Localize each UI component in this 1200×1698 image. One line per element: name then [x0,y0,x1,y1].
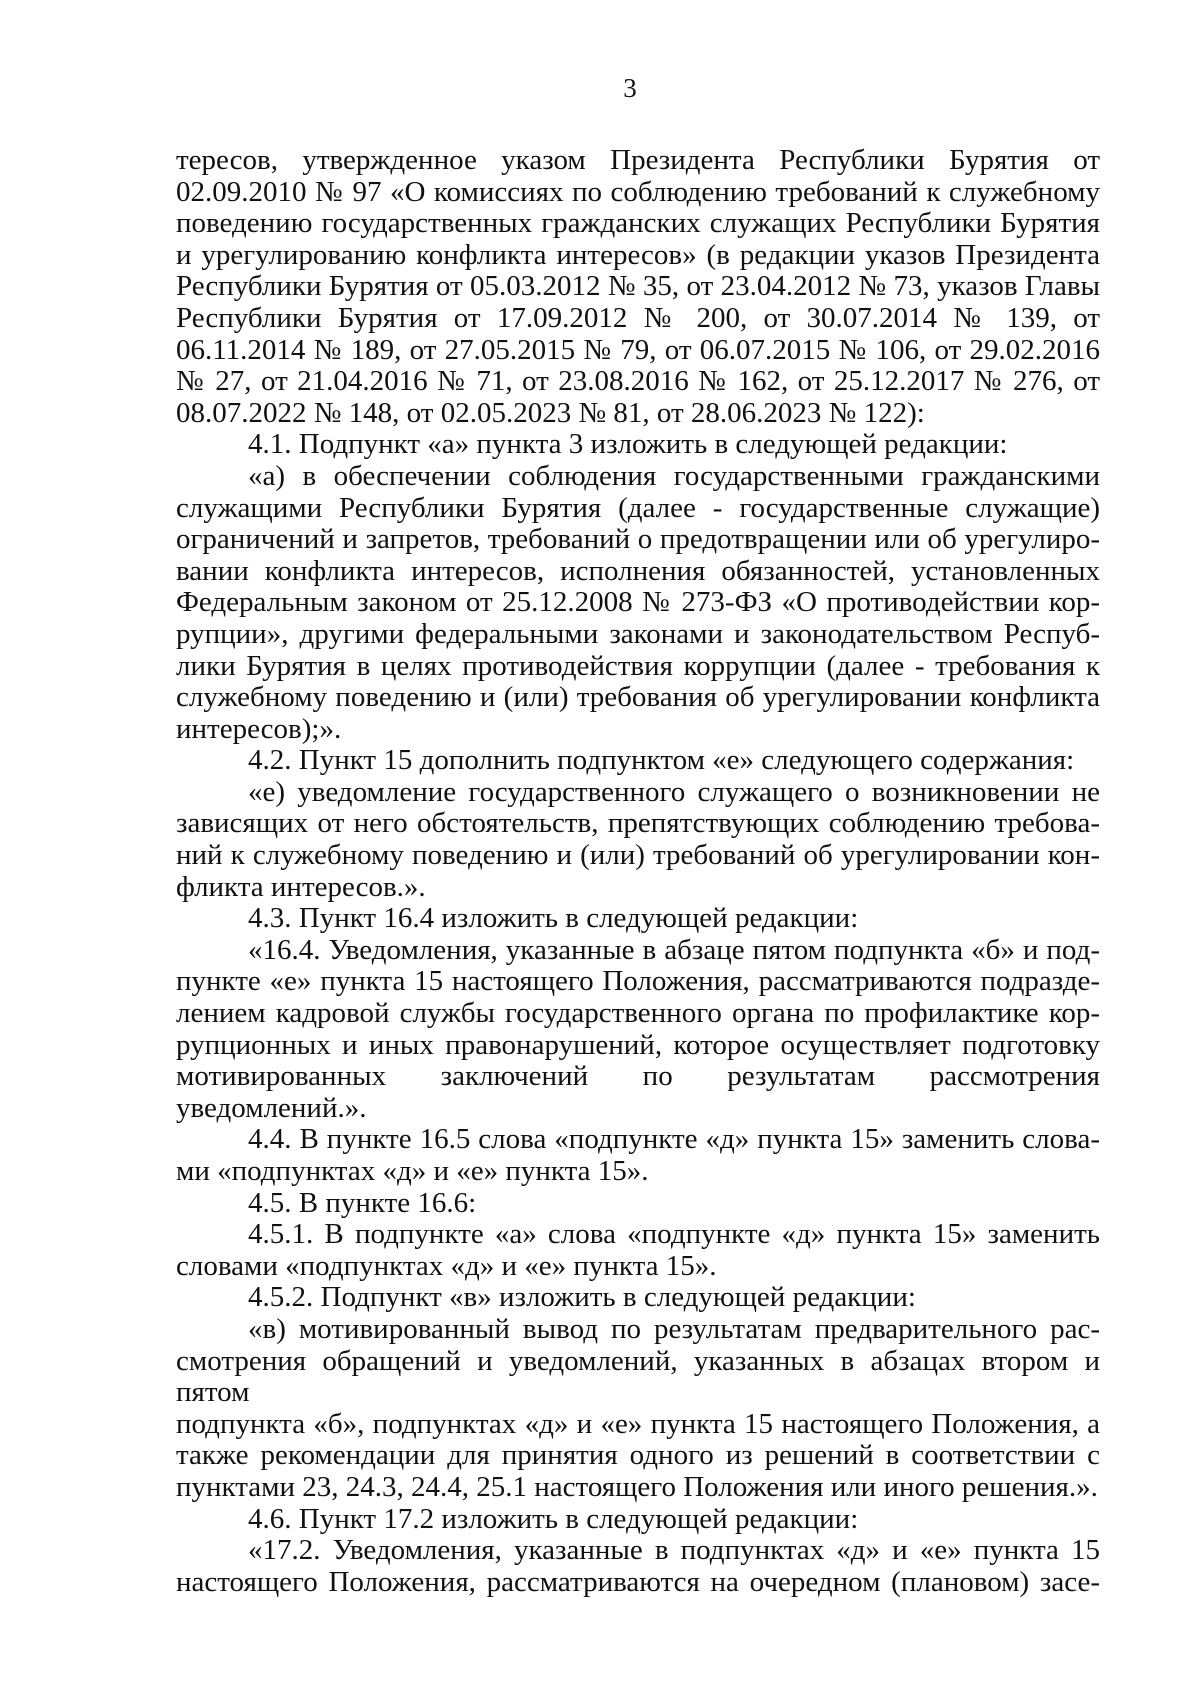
text-line: смотрения обращений и уведомлений, указанных в абзацах втором и пятом [176,1344,1100,1409]
text-line: пунктами 23, 24.3, 24.4, 25.1 настоящего Положения или иного решения.». [176,1470,1098,1503]
text-line: рупции», другими федеральными законами и законодательством Респуб- [176,617,1100,650]
text-line: фликта интересов.». [176,870,426,903]
text-line: рупционных и иных правонарушений, которое осуществляет подготовку [176,1028,1100,1061]
text-line: пункте «е» пункта 15 настоящего Положения, рассматриваются подразде- [176,965,1100,998]
text-line: 4.6. Пункт 17.2 изложить в следующей редакции: [248,1502,859,1535]
text-line: тересов, утвержденное указом Президента Республики Бурятия от [176,144,1100,176]
text-line: «а) в обеспечении соблюдения государственными гражданскими [248,459,1100,492]
text-line: вании конфликта интересов, исполнения обязанностей, установленных [176,554,1100,587]
text-line: словами «подпунктах «д» и «е» пункта 15». [176,1249,717,1282]
text-line: лением кадровой службы государственного органа по профилактике кор- [176,997,1100,1030]
text-line: № 27, от 21.04.2016 № 71, от 23.08.2016 № 162, от 25.12.2017 № 276, от [176,365,1100,398]
text-line: 4.3. Пункт 16.4 изложить в следующей редакции: [248,902,859,935]
text-line: Республики Бурятия от 17.09.2012 № 200, от 30.07.2014 № 139, от [176,301,1100,334]
text-line: Республики Бурятия от 05.03.2012 № 35, от 23.04.2012 № 73, указов Главы [176,270,1100,303]
text-line: Федеральным законом от 25.12.2008 № 273-ФЗ «О противодействии кор- [176,586,1100,619]
text-line: «17.2. Уведомления, указанные в подпунктах «д» и «е» пункта 15 [248,1534,1100,1567]
text-line: мотивированных заключений по результатам рассмотрения уведомлений.». [176,1060,1100,1124]
text-line: поведению государственных гражданских служащих Республики Бурятия [176,207,1100,240]
text-line: ний к служебному поведению и (или) требований об урегулировании кон- [176,839,1100,872]
text-line: служащими Республики Бурятия (далее - государственные служащие) [176,491,1100,524]
page-number: 3 [623,73,637,103]
text-line: 4.5.1. В подпункте «а» слова «подпункте «д» пункта 15» заменить [248,1218,1100,1251]
text-line: 02.09.2010 № 97 «О комиссиях по соблюдению требований к служебному [176,175,1100,208]
document-body [176,145,1100,1598]
text-line: и урегулированию конфликта интересов» (в редакции указов Президента [176,238,1100,271]
text-line: 06.11.2014 № 189, от 27.05.2015 № 79, от 06.07.2015 № 106, от 29.02.2016 [176,333,1100,366]
text-line: «е) уведомление государственного служащего о возникновении не [248,775,1100,808]
text-line: служебному поведению и (или) требования об урегулировании конфликта [176,681,1100,714]
text-line: «в) мотивированный вывод по результатам предварительного рас- [248,1312,1100,1345]
text-line: ограничений и запретов, требований о предотвращении или об урегулиро- [176,523,1100,556]
text-line: подпункта «б», подпунктах «д» и «е» пункта 15 настоящего Положения, а [176,1407,1100,1440]
text-line: 4.5. В пункте 16.6: [248,1186,477,1219]
text-line: ми «подпунктах «д» и «е» пункта 15». [176,1155,649,1187]
text-line: зависящих от него обстоятельств, препятствующих соблюдению требова- [176,807,1100,840]
text-line: настоящего Положения, рассматриваются на очередном (плановом) засе- [176,1565,1100,1598]
text-line: лики Бурятия в целях противодействия коррупции (далее - требования к [176,649,1100,682]
text-line: 4.2. Пункт 15 дополнить подпунктом «е» следующего содержания: [248,744,1075,777]
text-line: также рекомендации для принятия одного из решений в соответствии с [176,1439,1100,1472]
text-line: интересов);». [176,712,342,745]
text-line: 4.4. В пункте 16.5 слова «подпункте «д» пункта 15» заменить слова- [248,1123,1100,1156]
text-line: 08.07.2022 № 148, от 02.05.2023 № 81, от 28.06.2023 № 122): [176,396,925,429]
text-line: 4.5.2. Подпункт «в» изложить в следующей редакции: [248,1281,916,1314]
text-line: «16.4. Уведомления, указанные в абзаце пятом подпункта «б» и под- [248,933,1100,966]
text-line: 4.1. Подпункт «а» пункта 3 изложить в следующей редакции: [248,428,1008,461]
